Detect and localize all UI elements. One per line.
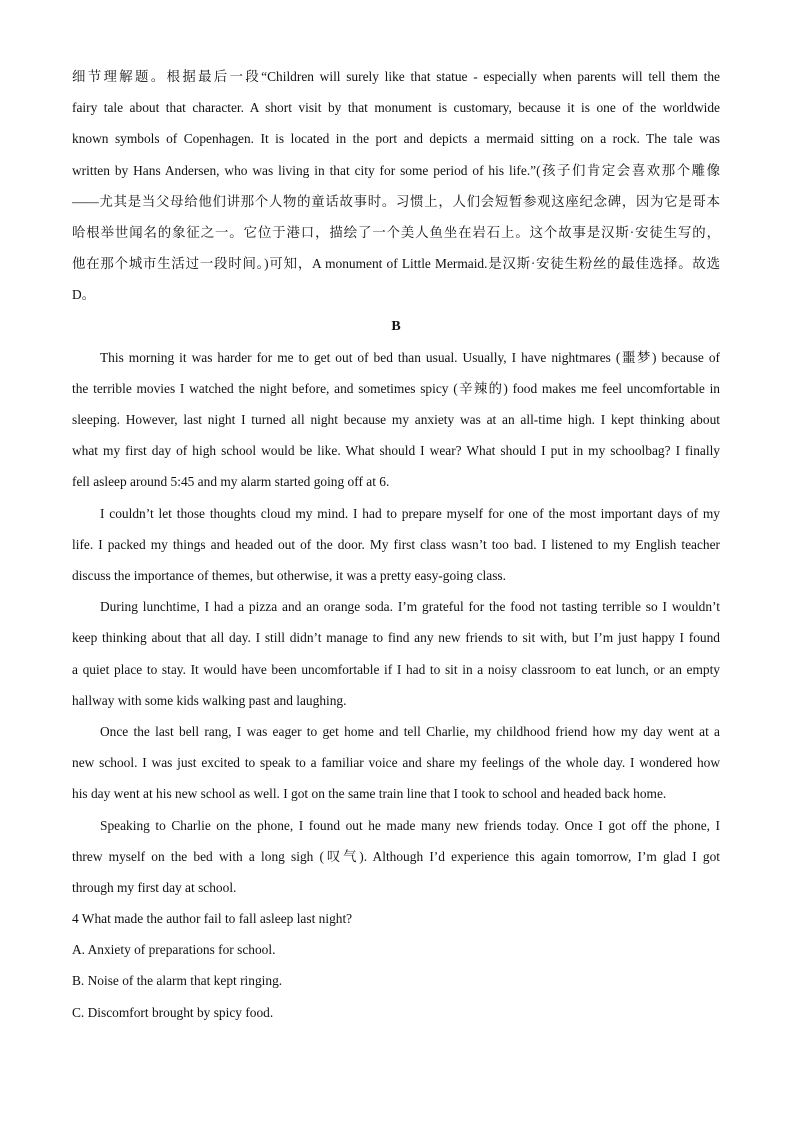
section-heading: B	[391, 318, 401, 334]
explanation-line: D。	[72, 287, 96, 303]
passage-line: fell asleep around 5:45 and my alarm started going off at 6.	[72, 474, 390, 490]
passage-line: hallway with some kids walking past and laughing.	[72, 692, 347, 708]
explanation-line: 细节理解题。根据最后一段“Children will surely like that statue - especially when parents will tell them the	[72, 69, 720, 84]
document-page	[72, 61, 720, 1028]
question-block	[72, 903, 720, 1028]
passage-line: a quiet place to stay. It would have been uncomfortable if I had to sit in a noisy classroom to eat lunch, or an empty	[72, 661, 720, 677]
explanation-line: 哈根举世闻名的象征之一。它位于港口，描绘了一个美人鱼坐在岩石上。这个故事是汉斯·安徒生写的，	[72, 224, 720, 240]
passage-line: keep thinking about that all day. I still didn’t manage to find any new friends to sit with, but I’m just happy I found	[72, 630, 720, 646]
explanation-line: written by Hans Andersen, who was living in that city for some period of his life.”(孩子们肯定会喜欢那个雕像	[72, 162, 720, 178]
explanation-line: 他在那个城市生活过一段时间。)可知，A monument of Little Mermaid.是汉斯·安徒生粉丝的最佳选择。故选	[72, 256, 720, 272]
answer-option[interactable]: B. Noise of the alarm that kept ringing.	[72, 973, 283, 989]
explanation-line: known symbols of Copenhagen. It is located in the port and depicts a mermaid sitting on a rock. The tale was	[72, 131, 720, 147]
passage-line: Speaking to Charlie on the phone, I found out he made many new friends today. Once I got off the phone, I	[100, 817, 720, 833]
passage-line: what my first day of high school would be like. What should I wear? What should I put in my schoolbag? I finally	[72, 443, 720, 459]
passage-line: Once the last bell rang, I was eager to get home and tell Charlie, my childhood friend how my day went at a	[100, 723, 720, 739]
passage-paragraph	[72, 810, 720, 904]
passage-line: I couldn’t let those thoughts cloud my mind. I had to prepare myself for one of the most important days of my	[100, 505, 720, 521]
passage-line: discuss the importance of themes, but otherwise, it was a pretty easy-going class.	[72, 568, 506, 583]
passage-line: life. I packed my things and headed out of the door. My first class wasn’t too bad. I listened to my English teacher	[72, 536, 720, 552]
passage-line: through my first day at school.	[72, 879, 237, 895]
question-stem: 4 What made the author fail to fall asleep last night?	[72, 911, 353, 927]
answer-explanation	[72, 61, 720, 311]
explanation-line: fairy tale about that character. A short visit by that monument is customary, because it is one of the worldwide	[72, 100, 720, 116]
passage-line: new school. I was just excited to speak to a familiar voice and share my feelings of the whole day. I wondered how	[72, 755, 720, 771]
passage-line: threw myself on the bed with a long sigh (叹气). Although I’d experience this again tomorrow, I’m glad I got	[72, 848, 720, 864]
passage-line: This morning it was harder for me to get out of bed than usual. Usually, I have nightmares (噩梦) because of	[100, 349, 720, 365]
passage-line: his day went at his new school as well. I got on the same train line that I took to school and headed back home.	[72, 786, 667, 802]
answer-option[interactable]: C. Discomfort brought by spicy food.	[72, 1004, 274, 1020]
passage-line: sleeping. However, last night I turned all night because my anxiety was at an all-time high. I kept thinking about	[72, 412, 720, 428]
explanation-line: ——尤其是当父母给他们讲那个人物的童话故事时。习惯上，人们会短暂参观这座纪念碑，因为它是哥本	[72, 193, 720, 209]
passage-paragraph	[72, 591, 720, 716]
passage-paragraph	[72, 498, 720, 592]
answer-option[interactable]: A. Anxiety of preparations for school.	[72, 942, 276, 958]
passage-line: the terrible movies I watched the night before, and sometimes spicy (辛辣的) food makes me feel uncomfortable in	[72, 380, 720, 396]
reading-passage	[72, 342, 720, 903]
passage-paragraph	[72, 342, 720, 498]
passage-paragraph	[72, 716, 720, 810]
passage-line: During lunchtime, I had a pizza and an orange soda. I’m grateful for the food not tasting terrible so I wouldn’t	[100, 599, 720, 615]
